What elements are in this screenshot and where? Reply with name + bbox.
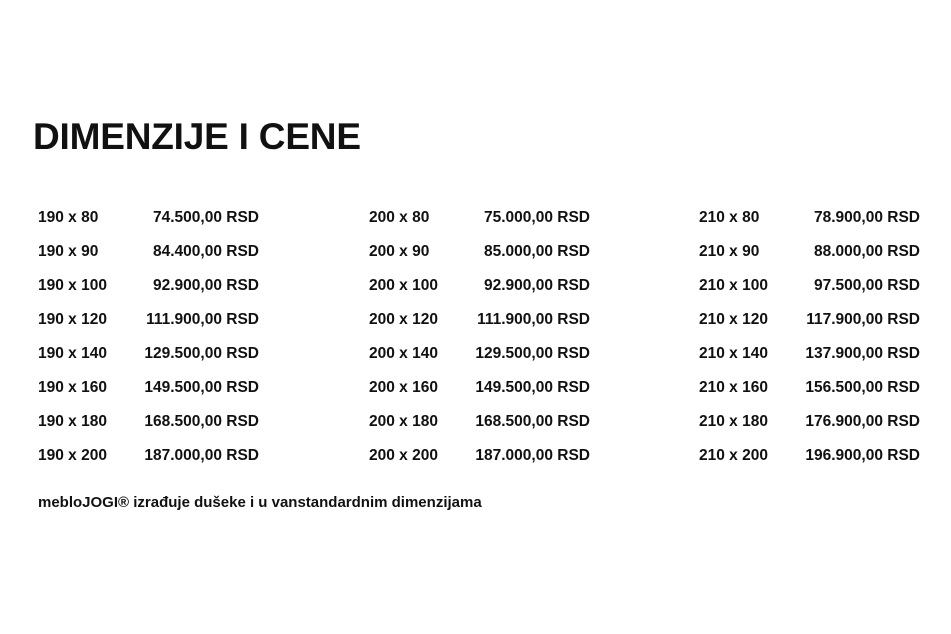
dimension-label: 210 x 80 <box>699 209 760 226</box>
dimension-label: 200 x 140 <box>369 345 438 362</box>
price-row <box>699 405 920 439</box>
dimension-label: 190 x 160 <box>38 379 107 396</box>
price-value: 111.900,00 RSD <box>146 311 259 328</box>
price-value: 85.000,00 RSD <box>484 243 590 260</box>
price-row <box>699 439 920 473</box>
price-row <box>699 303 920 337</box>
dimension-label: 200 x 90 <box>369 243 430 260</box>
dimension-label: 210 x 200 <box>699 447 768 464</box>
price-row <box>699 337 920 371</box>
price-column-190 <box>38 201 259 473</box>
price-value: 168.500,00 RSD <box>144 413 259 430</box>
dimension-label: 190 x 80 <box>38 209 99 226</box>
price-row <box>699 201 920 235</box>
price-column-210 <box>699 201 920 473</box>
price-value: 149.500,00 RSD <box>475 379 590 396</box>
price-row <box>369 439 590 473</box>
price-value: 74.500,00 RSD <box>153 209 259 226</box>
price-value: 75.000,00 RSD <box>484 209 590 226</box>
price-value: 187.000,00 RSD <box>144 447 259 464</box>
dimension-label: 190 x 120 <box>38 311 107 328</box>
dimension-label: 200 x 120 <box>369 311 438 328</box>
price-row <box>369 269 590 303</box>
price-row <box>38 405 259 439</box>
price-row <box>699 235 920 269</box>
dimension-label: 200 x 200 <box>369 447 438 464</box>
price-row <box>369 405 590 439</box>
price-row <box>369 371 590 405</box>
dimension-label: 200 x 100 <box>369 277 438 294</box>
price-row <box>369 201 590 235</box>
price-value: 168.500,00 RSD <box>475 413 590 430</box>
dimension-label: 200 x 160 <box>369 379 438 396</box>
dimension-label: 210 x 90 <box>699 243 760 260</box>
price-value: 149.500,00 RSD <box>144 379 259 396</box>
price-value: 137.900,00 RSD <box>805 345 920 362</box>
dimension-label: 190 x 90 <box>38 243 99 260</box>
price-row <box>38 235 259 269</box>
price-value: 187.000,00 RSD <box>475 447 590 464</box>
price-value: 156.500,00 RSD <box>805 379 920 396</box>
price-row <box>369 235 590 269</box>
dimension-label: 210 x 180 <box>699 413 768 430</box>
dimension-label: 210 x 140 <box>699 345 768 362</box>
price-row <box>699 371 920 405</box>
dimension-label: 190 x 100 <box>38 277 107 294</box>
price-value: 117.900,00 RSD <box>806 311 920 328</box>
dimension-label: 210 x 120 <box>699 311 768 328</box>
dimension-label: 200 x 80 <box>369 209 430 226</box>
price-row <box>369 337 590 371</box>
dimension-label: 200 x 180 <box>369 413 438 430</box>
price-row <box>38 303 259 337</box>
price-value: 176.900,00 RSD <box>805 413 920 430</box>
price-value: 84.400,00 RSD <box>153 243 259 260</box>
price-row <box>38 371 259 405</box>
price-value: 92.900,00 RSD <box>153 277 259 294</box>
price-row <box>369 303 590 337</box>
price-value: 92.900,00 RSD <box>484 277 590 294</box>
price-value: 88.000,00 RSD <box>814 243 920 260</box>
price-row <box>38 269 259 303</box>
dimension-label: 210 x 100 <box>699 277 768 294</box>
price-value: 196.900,00 RSD <box>805 447 920 464</box>
dimension-label: 190 x 140 <box>38 345 107 362</box>
dimension-label: 190 x 180 <box>38 413 107 430</box>
price-value: 78.900,00 RSD <box>814 209 920 226</box>
page-title: DIMENZIJE I CENE <box>33 116 361 157</box>
price-value: 111.900,00 RSD <box>477 311 590 328</box>
footnote: mebloJOGI® izrađuje dušeke i u vanstandardnim dimenzijama <box>38 494 482 511</box>
price-column-200 <box>369 201 590 473</box>
price-row <box>38 439 259 473</box>
price-value: 129.500,00 RSD <box>144 345 259 362</box>
price-row <box>699 269 920 303</box>
dimension-label: 210 x 160 <box>699 379 768 396</box>
price-row <box>38 337 259 371</box>
price-value: 129.500,00 RSD <box>475 345 590 362</box>
price-value: 97.500,00 RSD <box>814 277 920 294</box>
dimension-label: 190 x 200 <box>38 447 107 464</box>
price-row <box>38 201 259 235</box>
